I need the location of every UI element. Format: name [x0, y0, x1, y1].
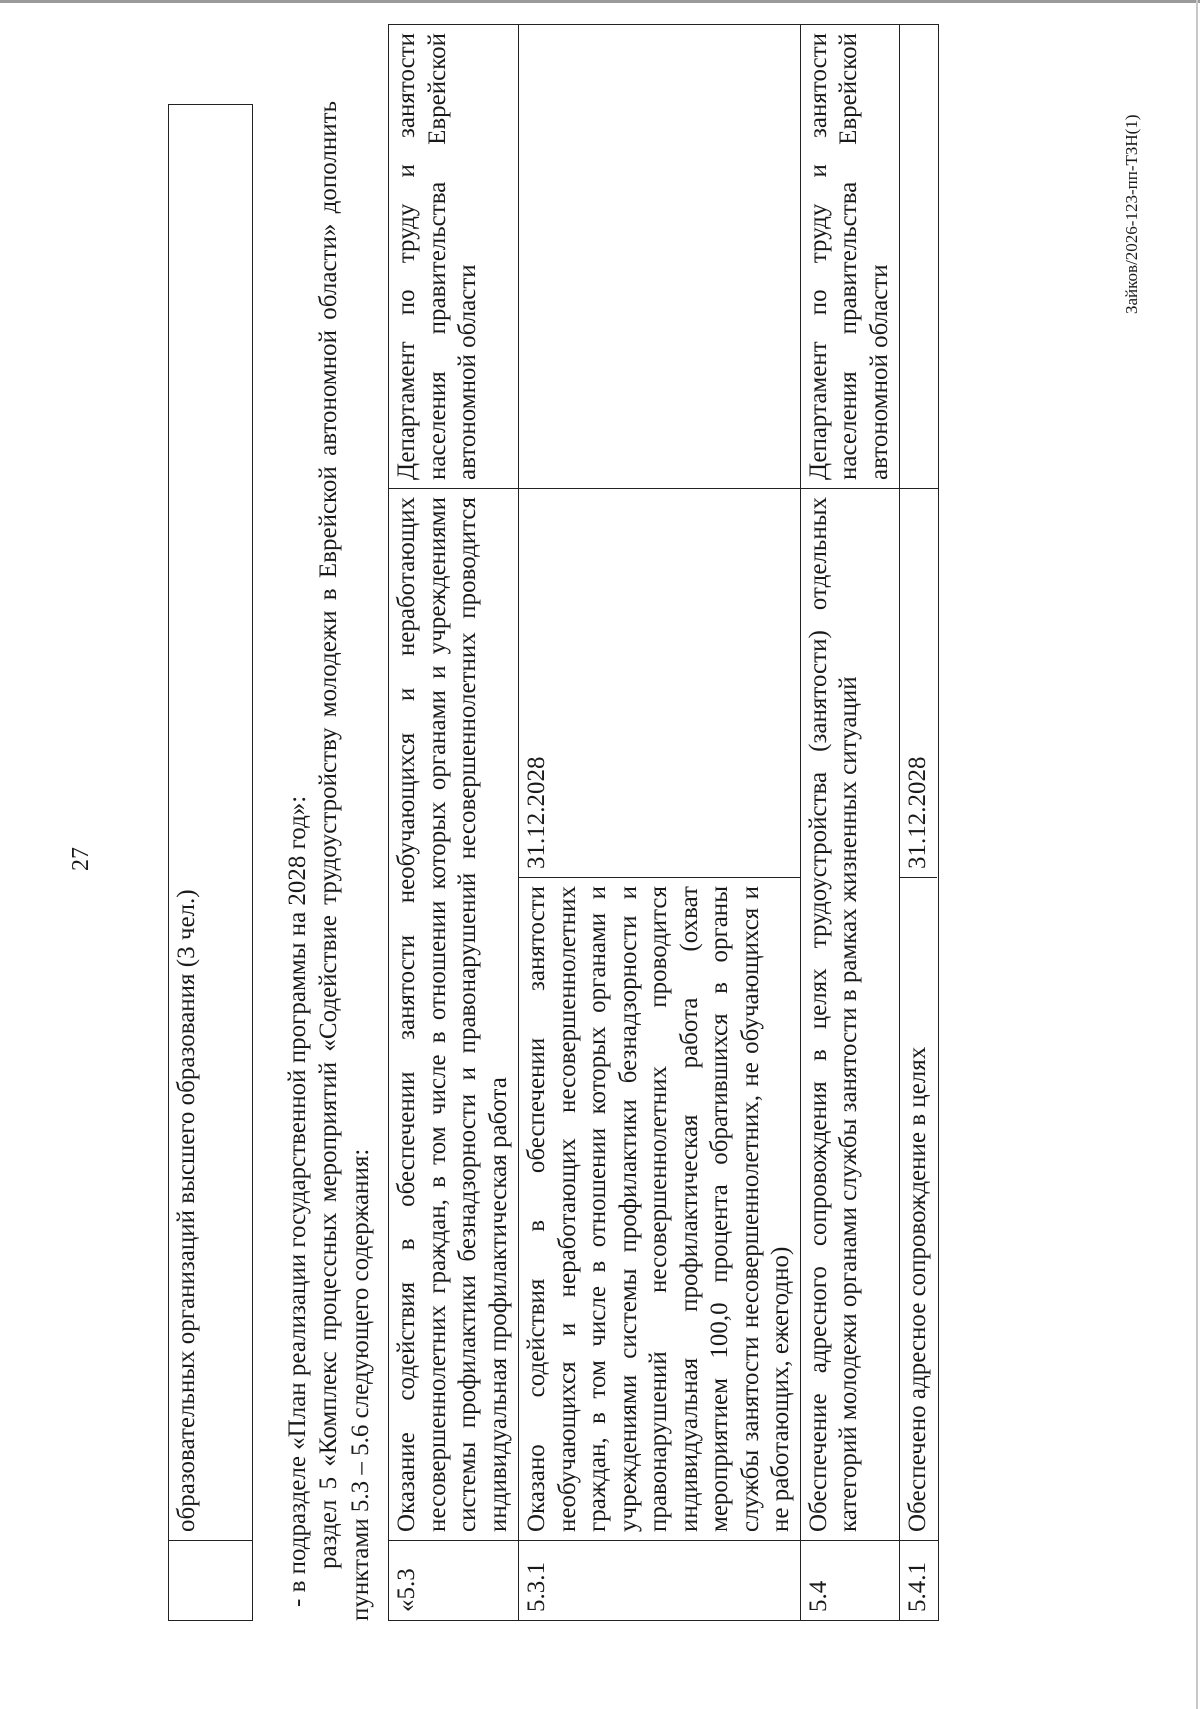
top-table [168, 104, 253, 1621]
table-row [800, 25, 900, 1621]
table-row [519, 25, 801, 1621]
row-responsible: Департамент по труду и занятости населения правительства Еврейской автономной области [389, 25, 519, 489]
document-footer: Зайков/2026-123-пп-ТЗН(1) [1122, 114, 1141, 314]
table-cell-empty [169, 1541, 253, 1621]
intro-line-1: - в подразделе «План реализации государственной программы на 2028 год»: [284, 795, 311, 1607]
plan-table [388, 24, 939, 1621]
page-number: 27 [68, 847, 94, 871]
row-responsible [900, 25, 939, 489]
row-date: 31.12.2028 [900, 489, 937, 878]
table-cell: образовательных организаций высшего образования (3 чел.) [169, 105, 253, 1541]
row-text: Оказание содействия в обеспечении занятости необучающихся и неработающих несовершеннолетних граждан, в том числе в отношении которых органами и учреждениями системы профилактики безнадзорности и правонарушений несовершеннолетних проводится индивидуальная профилактическая работа [389, 489, 519, 1541]
table-row [169, 105, 253, 1621]
intro-text [282, 101, 376, 1621]
row-responsible: Департамент по труду и занятости населения правительства Еврейской автономной области [800, 25, 900, 489]
row-number: 5.3.1 [519, 1541, 801, 1621]
row-number: 5.4 [800, 1541, 900, 1621]
row-responsible [519, 25, 801, 489]
row-date: 31.12.2028 [519, 489, 800, 878]
row-text: Обеспечение адресного сопровождения в целях трудоустройства (занятости) отдельных категорий молодежи органами службы занятости в рамках жизненных ситуаций [800, 489, 900, 1541]
intro-line-2: раздел 5 «Комплекс процессных мероприятий «Содействие трудоустройству молодежи в Еврейской автономной области» дополнить пунктами 5.3 – 5.6 следующего содержания: [315, 101, 374, 1621]
row-number: 5.4.1 [900, 1541, 939, 1621]
table-row [389, 25, 519, 1621]
table-row [900, 25, 939, 1621]
row-text-with-date [900, 489, 939, 1541]
row-text: Оказано содействия в обеспечении занятости необучающихся и неработающих несовершеннолетних граждан, в том числе в отношении которых органами и учреждениями системы профилактики безнадзорности и правонарушений несовершеннолетних проводится индивидуальная профилактическая работа (охват мероприятием 100,0 процента обратившихся в органы службы занятости несовершеннолетних, не обучающихся и не работающих, ежегодно) [523, 886, 794, 1532]
row-text: Обеспечено адресное сопровождение в целях [904, 1046, 931, 1532]
row-text-with-date [519, 489, 801, 1541]
row-number: «5.3 [389, 1541, 519, 1621]
